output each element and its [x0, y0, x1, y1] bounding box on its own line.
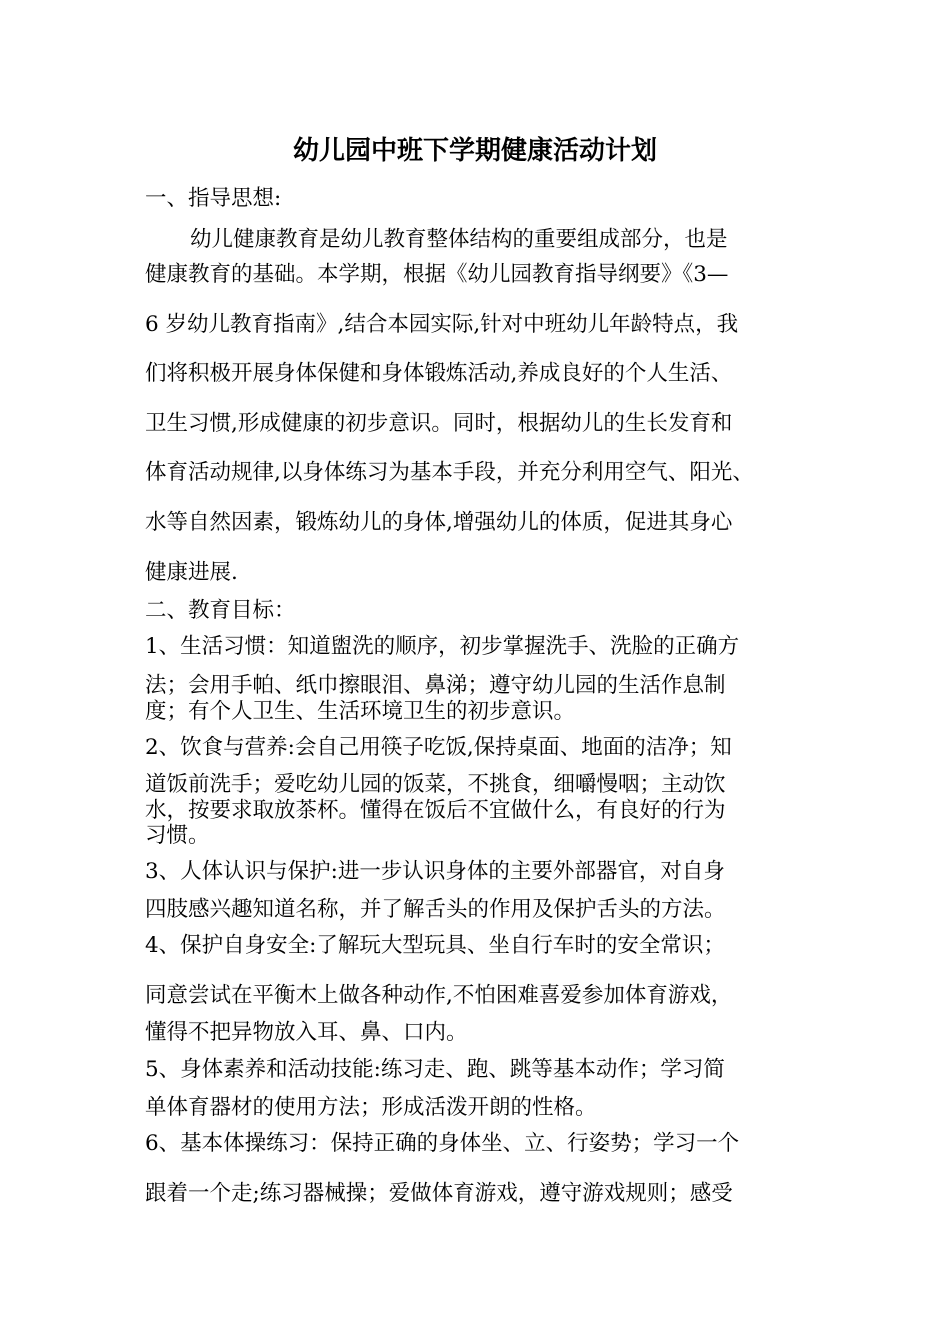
goal-item-line: 水，按要求取放茶杯。懂得在饭后不宜做什么，有良好的行为: [145, 798, 726, 823]
goal-item-line: 懂得不把异物放入耳、鼻、口内。: [145, 1020, 468, 1045]
goal-item-line: 2、饮食与营养:会自己用筷子吃饭,保持桌面、地面的洁净；知: [145, 735, 732, 760]
section-heading-guiding-thought: 一、指导思想:: [145, 186, 282, 211]
goal-item-line: 单体育器材的使用方法；形成活泼开朗的性格。: [145, 1095, 597, 1120]
goal-item-line: 跟着一个走;练习器械操；爱做体育游戏，遵守游戏规则；感受: [145, 1181, 733, 1206]
goal-item-line: 5、身体素养和活动技能:练习走、跑、跳等基本动作；学习简: [145, 1057, 725, 1082]
goal-item-line: 度；有个人卫生、生活环境卫生的初步意识。: [145, 699, 576, 724]
goal-item-line: 四肢感兴趣知道名称，并了解舌头的作用及保护舌头的方法。: [145, 897, 726, 922]
paragraph-line: 体育活动规律,以身体练习为基本手段，并充分利用空气、阳光、: [145, 460, 754, 485]
goal-item-line: 法；会用手帕、纸巾擦眼泪、鼻涕；遵守幼儿园的生活作息制: [145, 673, 726, 698]
goal-item-line: 1、生活习惯：知道盥洗的顺序，初步掌握洗手、洗脸的正确方: [145, 634, 740, 659]
goal-item-line: 同意尝试在平衡木上做各种动作,不怕困难喜爱参加体育游戏，: [145, 983, 733, 1008]
goal-item-line: 3、人体认识与保护:进一步认识身体的主要外部器官，对自身: [145, 859, 725, 884]
paragraph-line: 健康进展.: [145, 560, 238, 585]
paragraph-line: 幼儿健康教育是幼儿教育整体结构的重要组成部分，也是: [190, 227, 728, 252]
paragraph-line: 们将积极开展身体保健和身体锻炼活动,养成良好的个人生活、: [145, 361, 733, 386]
section-heading-education-goals: 二、教育目标：: [145, 598, 296, 623]
paragraph-line: 水等自然因素，锻炼幼儿的身体,增强幼儿的体质，促进其身心: [145, 510, 733, 535]
goal-item-line: 4、保护自身安全:了解玩大型玩具、坐自行车时的安全常识；: [145, 933, 725, 958]
goal-item-line: 习惯。: [145, 823, 210, 848]
document-title: 幼儿园中班下学期健康活动计划: [292, 136, 657, 166]
goal-item-line: 6、基本体操练习：保持正确的身体坐、立、行姿势；学习一个: [145, 1131, 740, 1156]
paragraph-line: 卫生习惯,形成健康的初步意识。同时，根据幼儿的生长发育和: [145, 411, 733, 436]
paragraph-line: 6 岁幼儿教育指南》,结合本园实际,针对中班幼儿年龄特点，我: [145, 312, 739, 337]
paragraph-line: 健康教育的基础。本学期，根据《幼儿园教育指导纲要》《3—: [145, 262, 729, 287]
goal-item-line: 道饭前洗手；爱吃幼儿园的饭菜，不挑食，细嚼慢咽；主动饮: [145, 772, 726, 797]
